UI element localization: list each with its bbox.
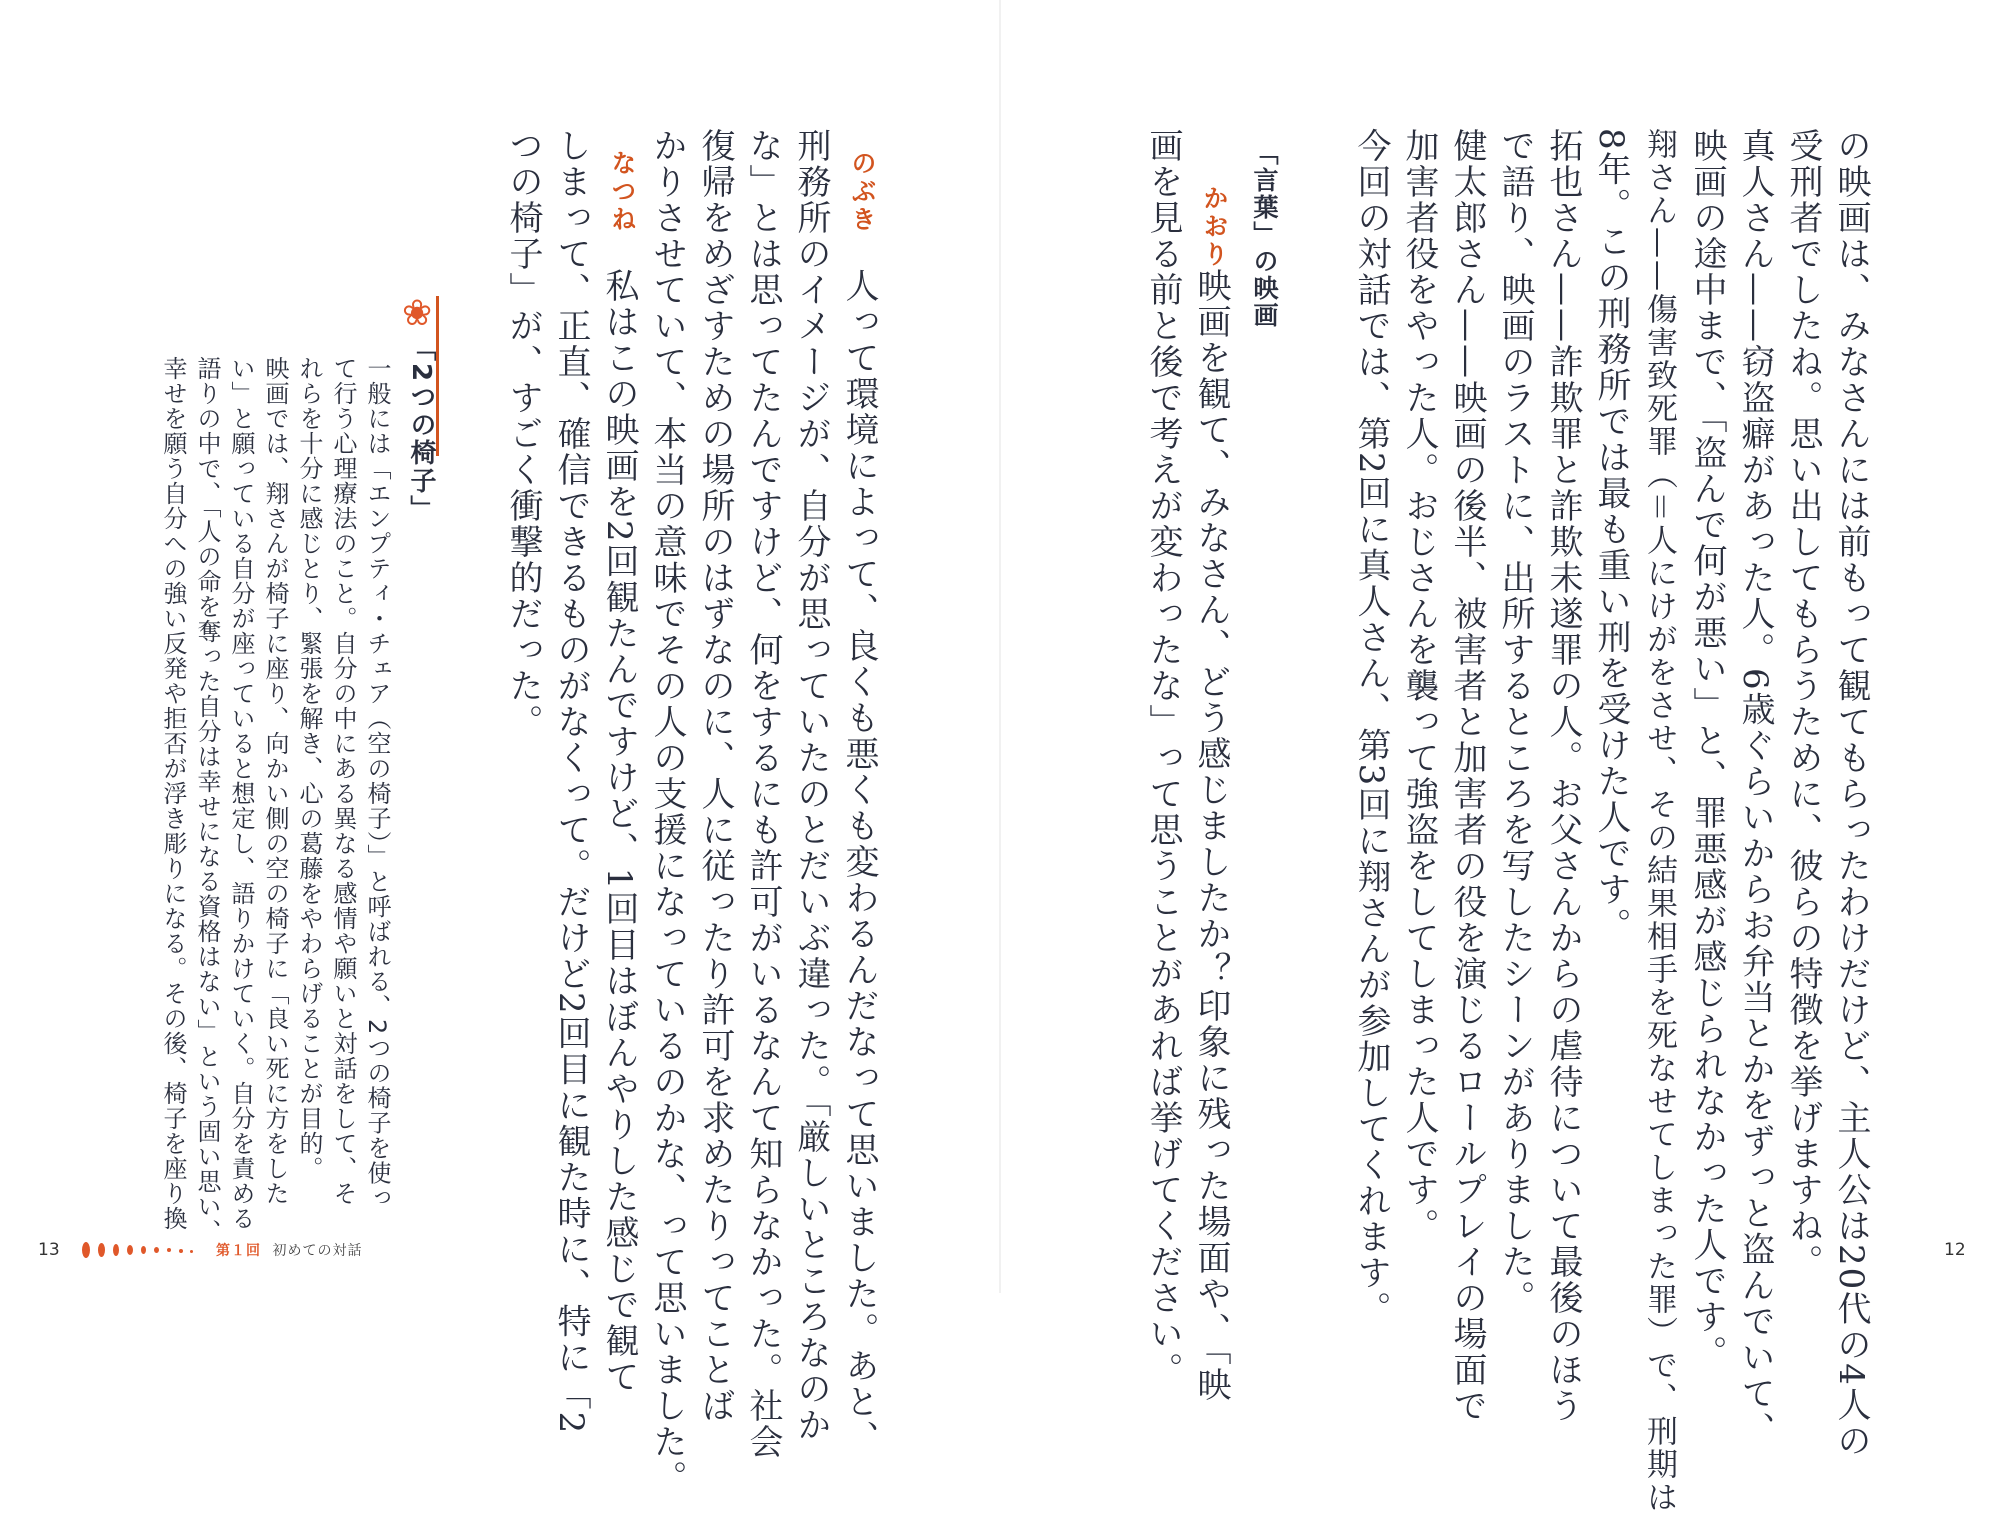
running-head [216, 1240, 362, 1260]
box-line: れらを十分に感じとり、緊張を解き、心の葛藤をやわらげることが目的。 [295, 356, 323, 1181]
box-line: て行う心理療法のこと。自分の中にある異なる感情や願いと対話をして、そ [329, 356, 357, 1206]
box-line: 映画では、翔さんが椅子に座り、向かい側の空の椅子に「良い死に方をした [261, 356, 289, 1206]
box-line: い」と願っている自分が座っていると想定し、語りかけていく。自分を責める [227, 356, 255, 1231]
box-rule [436, 296, 439, 456]
natsune-line: しまって、正直、確信できるものがなくって。だけど2回目に観た時に、特に「2 [551, 128, 591, 1436]
body-column: 加害者役をやった人。おじさんを襲って強盗をしてしまった人です。 [1399, 128, 1439, 1244]
body-column: の映画は、みなさんには前もって観てもらったわけだけど、主人公は20代の4人の [1831, 128, 1871, 1459]
chapter-label: 第１回 [216, 1243, 261, 1259]
nobuki-line: な」とは思ってたんですけど、何をするにも許可がいるなんて知らなかった。社会 [743, 128, 783, 1460]
box-line: 幸せを願う自分への強い反発や拒否が浮き彫りになる。その後、椅子を座り換 [159, 356, 187, 1231]
nobuki-line: かりさせていて、本当の意味でその人の支援になっているのかな、って思いました。 [647, 128, 687, 1496]
kaori-line: 映画を観て、みなさん、どう感じましたか？印象に残った場面や、「映 [1191, 268, 1231, 1403]
flower-icon: ❀ [402, 293, 433, 334]
body-column: 映画の途中まで、「盗んで何が悪い」と、罪悪感が感じられなかった人です。 [1687, 128, 1727, 1371]
speaker-label-natsune: なつね [608, 150, 637, 234]
body-column: 受刑者でしたね。思い出してもらうために、彼らの特徴を挙げますね。 [1783, 128, 1823, 1280]
body-column: 拓也さん——詐欺罪と詐欺未遂罪の人。お父さんからの虐待について最後のほう [1543, 128, 1583, 1424]
body-column: 8年。この刑務所では最も重い刑を受けた人です。 [1591, 128, 1631, 944]
box-heading: 「2つの椅子」 [406, 335, 436, 524]
chapter-title: 初めての対話 [272, 1243, 363, 1259]
nobuki-line: 刑務所のイメージが、自分が思っていたのとだいぶ違った。「厳しいところなのか [791, 128, 831, 1443]
natsune-line: 私はこの映画を2回観たんですけど、1回目はぼんやりした感じで観て [599, 268, 639, 1396]
page-number: 12 [1944, 1240, 1966, 1260]
section-heading: 「言葉」の映画 [1250, 140, 1279, 329]
right-page [1000, 0, 2000, 1514]
body-column: 今回の対話では、第2回に真人さん、第3回に翔さんが参加してくれます。 [1351, 128, 1391, 1328]
body-column: 真人さん——窃盗癖があった人。6歳ぐらいからお弁当とかをずっと盗んでいて、 [1735, 128, 1775, 1448]
kaori-line: 画を見る前と後で考えが変わったな」って思うことがあれば挙げてください。 [1143, 128, 1183, 1388]
nobuki-line: 復帰をめざすための場所のはずなのに、人に従ったり許可を求めたりってことば [695, 128, 735, 1424]
speaker-label-nobuki: のぶき [848, 150, 877, 234]
box-line: 一般には「エンプティ・チェア（空の椅子）」と呼ばれる、2つの椅子を使っ [363, 356, 391, 1211]
nobuki-line: 人って環境によって、良くも悪くも変わるんだなって思いました。あと、 [839, 268, 879, 1456]
body-column: 健太郎さん——映画の後半、被害者と加害者の役を演じるロールプレイの場面で [1447, 128, 1487, 1424]
speaker-label-kaori: かおり [1200, 185, 1229, 269]
body-column: 翔さん——傷害致死罪（＝人にけがをさせ、その結果相手を死なせてしまった罪）で、刑期は [1641, 128, 1677, 1514]
natsune-line: つの椅子」が、すごく衝撃的だった。 [503, 128, 543, 740]
page-number: 13 [38, 1240, 60, 1260]
body-column: で語り、映画のラストに、出所するところを写したシーンがありました。 [1495, 128, 1535, 1316]
left-page [0, 0, 1000, 1496]
box-line: 語りの中で、「人の命を奪った自分は幸せになる資格はない」という固い思い、 [193, 356, 221, 1244]
